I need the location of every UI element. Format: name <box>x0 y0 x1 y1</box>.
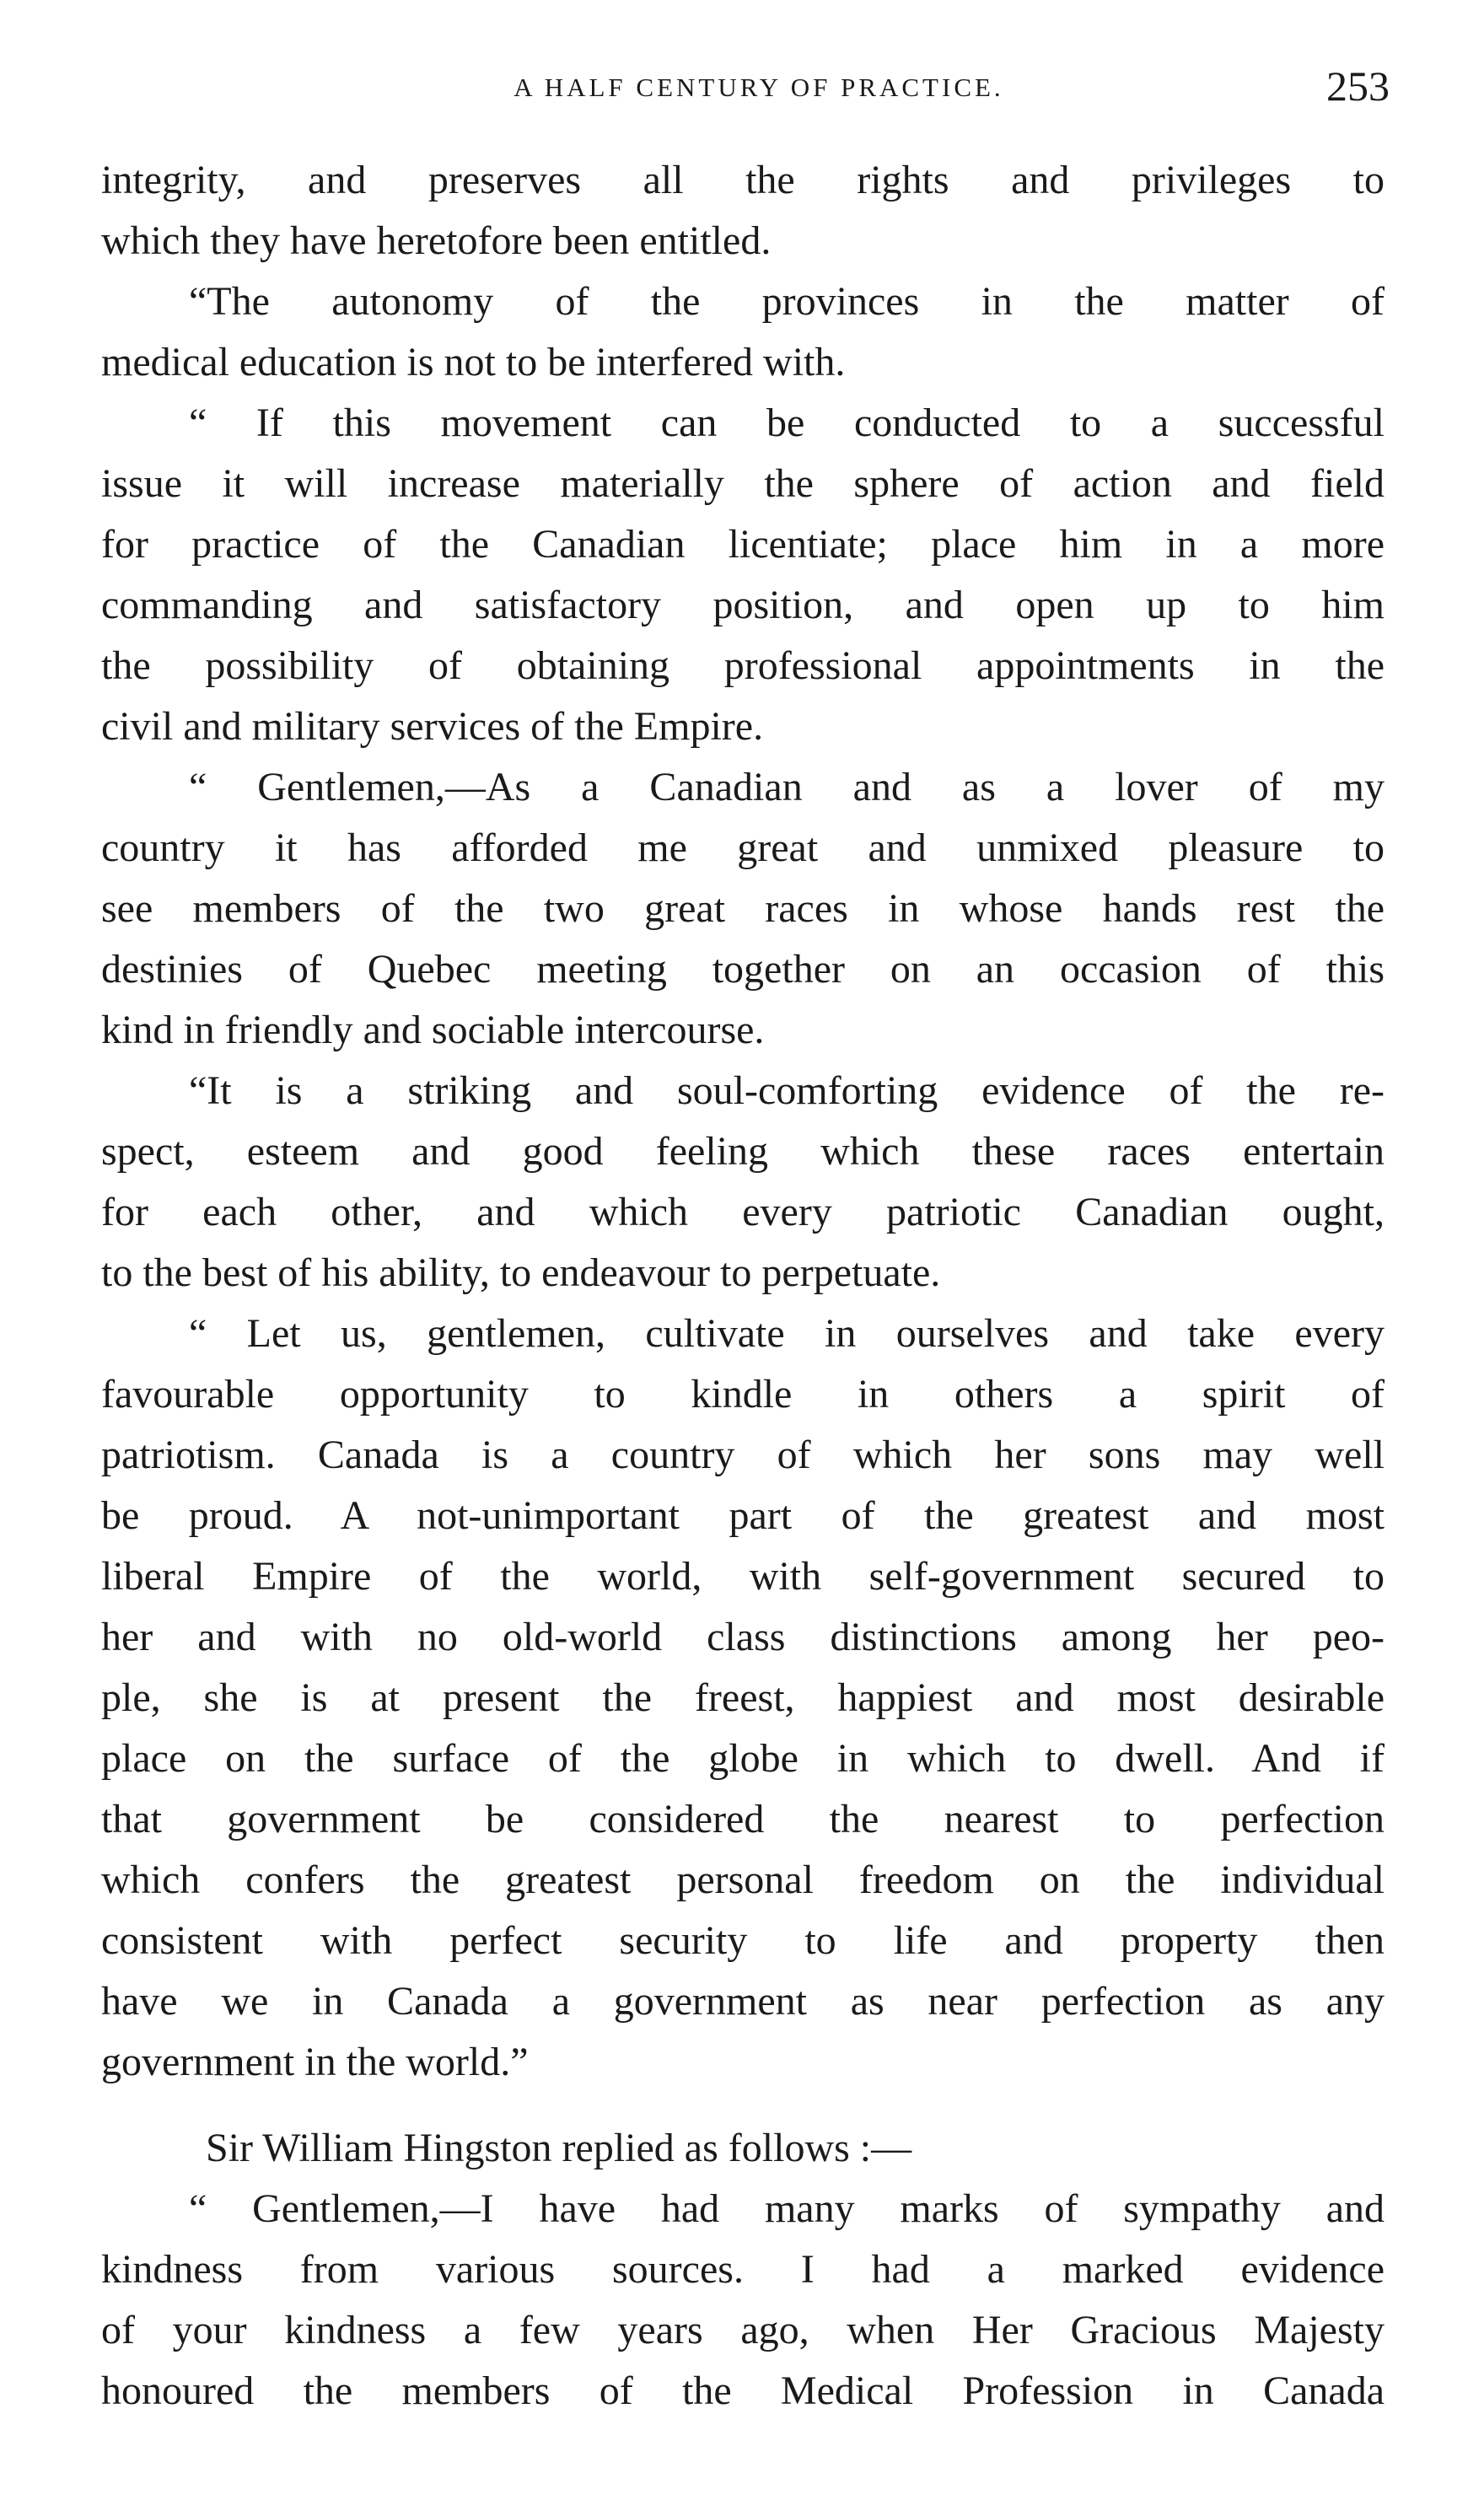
running-head: A HALF CENTURY OF PRACTICE. <box>513 73 1004 102</box>
text-line: honoured the members of the Medical Profession in Canada <box>101 2368 1385 2413</box>
page-number: 253 <box>1326 62 1390 110</box>
text-line: commanding and satisfactory position, and open up to him <box>101 583 1385 627</box>
text-line: ple, she is at present the freest, happiest and most desirable <box>101 1675 1385 1720</box>
text-line: medical education is not to be interfered with. <box>101 340 846 384</box>
paragraph <box>101 2118 1385 2179</box>
text-line: civil and military services of the Empire. <box>101 704 764 749</box>
text-line: Sir William Hingston replied as follows :— <box>206 2126 912 2170</box>
text-line: country it has afforded me great and unmixed pleasure to <box>101 825 1385 870</box>
text-line: government in the world.” <box>101 2040 529 2084</box>
text-line: of your kindness a few years ago, when Her Gracious Majesty <box>101 2308 1385 2352</box>
text-line: for practice of the Canadian licentiate; place him in a more <box>101 522 1385 567</box>
paragraph <box>101 150 1385 272</box>
text-line: issue it will increase materially the sphere of action and field <box>101 461 1385 506</box>
text-line: kind in friendly and sociable intercourse. <box>101 1008 765 1052</box>
text-line: to the best of his ability, to endeavour to perpetuate. <box>101 1250 941 1295</box>
text-line: have we in Canada a government as near perfection as any <box>101 1979 1385 2024</box>
paragraph-gap <box>101 2093 1385 2118</box>
text-line: kindness from various sources. I had a marked evidence <box>101 2247 1385 2292</box>
text-line: that government be considered the nearest to perfection <box>101 1797 1385 1841</box>
text-line: liberal Empire of the world, with self-government secured to <box>101 1554 1385 1599</box>
paragraph <box>101 1304 1385 2093</box>
body-text <box>101 150 1385 2422</box>
text-line: favourable opportunity to kindle in others a spirit of <box>101 1372 1385 1417</box>
text-line: spect, esteem and good feeling which these races entertain <box>101 1129 1385 1174</box>
text-line: for each other, and which every patriotic Canadian ought, <box>101 1190 1385 1234</box>
text-line: consistent with perfect security to life and property then <box>101 1918 1385 1963</box>
text-line: “ Let us, gentlemen, cultivate in ourselves and take every <box>189 1311 1385 1356</box>
text-line: place on the surface of the globe in which to dwell. And if <box>101 1736 1385 1781</box>
paragraph <box>101 393 1385 757</box>
text-line: patriotism. Canada is a country of which her sons may well <box>101 1433 1385 1477</box>
text-line: which confers the greatest personal freedom on the individual <box>101 1858 1385 1902</box>
paragraph <box>101 1061 1385 1304</box>
text-line: the possibility of obtaining professional appointments in the <box>101 643 1385 688</box>
text-line: her and with no old-world class distinctions among her peo- <box>101 1615 1385 1659</box>
text-line: destinies of Quebec meeting together on an occasion of this <box>101 947 1385 992</box>
paragraph <box>101 272 1385 393</box>
text-line: integrity, and preserves all the rights and privileges to <box>101 158 1385 202</box>
text-line: be proud. A not-unimportant part of the greatest and most <box>101 1493 1385 1538</box>
text-line: see members of the two great races in whose hands rest the <box>101 886 1385 931</box>
paragraph <box>101 2179 1385 2422</box>
paragraph <box>101 757 1385 1061</box>
text-line: “ Gentlemen,—As a Canadian and as a lover of my <box>189 765 1385 809</box>
text-line: “ If this movement can be conducted to a successful <box>189 401 1385 445</box>
text-line: “It is a striking and soul-comforting evidence of the re- <box>189 1068 1385 1113</box>
text-line: “ Gentlemen,—I have had many marks of sympathy and <box>189 2186 1385 2231</box>
text-line: which they have heretofore been entitled. <box>101 218 772 263</box>
text-line: “The autonomy of the provinces in the matter of <box>189 279 1385 324</box>
